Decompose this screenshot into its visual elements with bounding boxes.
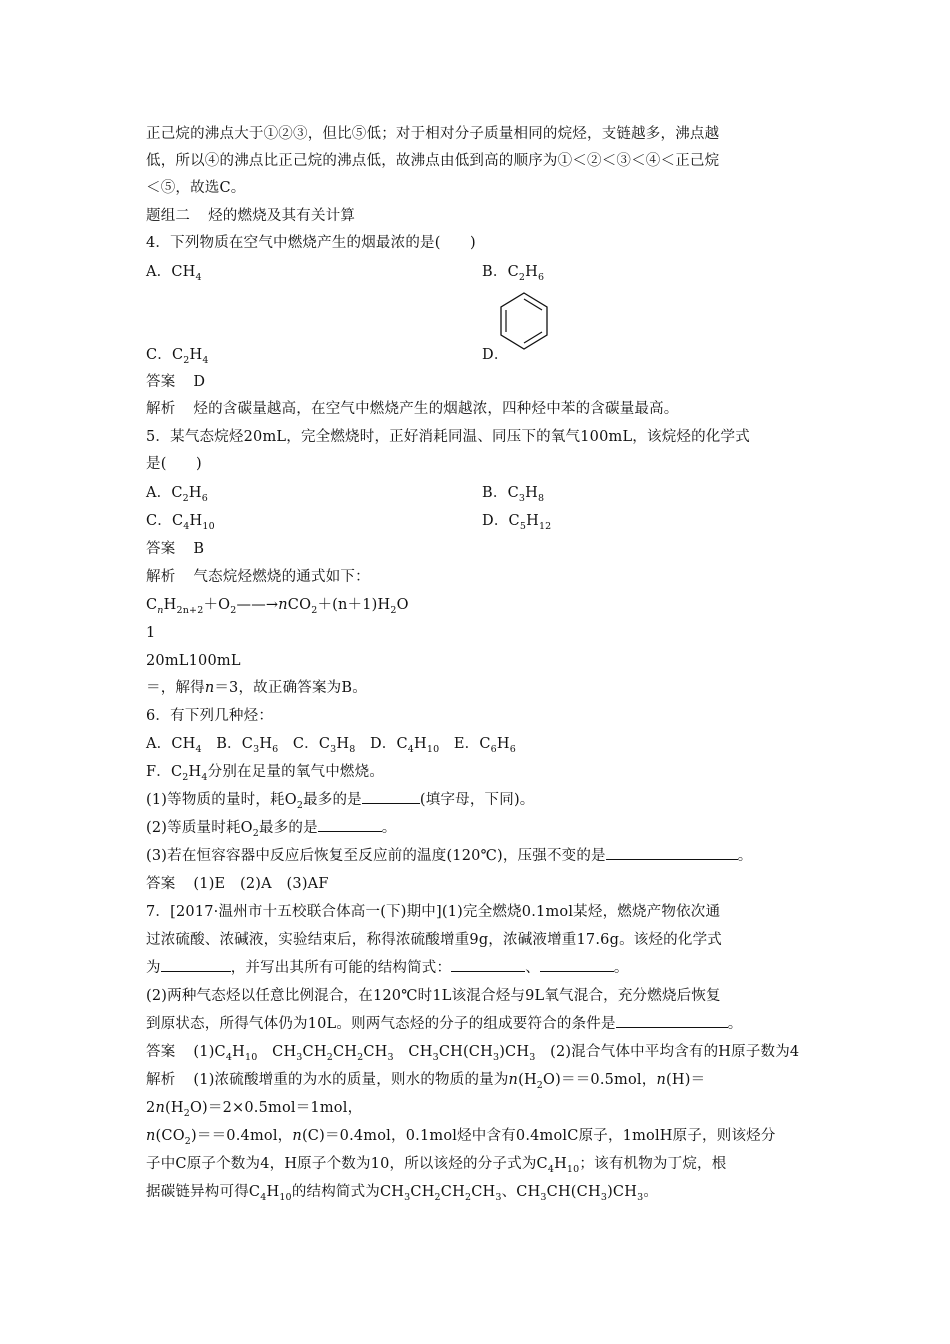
answer-blank[interactable] <box>606 845 738 860</box>
explanation-line: 低，所以④的沸点比正己烷的沸点低，故沸点由低到高的顺序为①＜②＜③＜④＜正己烷 <box>146 153 720 169</box>
option-d: D． <box>482 347 509 363</box>
analysis-line: $n(CO_2)==0.4mol$，n(C)＝0.4mol，0.1mol烃中含有0.4molC原子，1molH原子，则该烃分 <box>146 1128 776 1147</box>
answer-blank[interactable] <box>362 789 420 804</box>
question-stem: 4．下列物质在空气中燃烧产生的烟最浓的是( ) <box>146 235 476 251</box>
option-d: D．$C_5H_{12}$ <box>482 513 552 532</box>
hydrocarbon-list: A．$CH_4$ B．$C_3H_6$ C．$C_3H_8$ D．$C_4H_{10}$ E．$C_6H_6$ <box>146 736 516 755</box>
question-stem: (2)两种气态烃以任意比例混合，在120℃时1L该混合烃与9L氧气混合，充分燃烧后恢复 <box>146 988 721 1004</box>
question-stem: 过浓硫酸、浓碱液，实验结束后，称得浓硫酸增重9g，浓碱液增重17.6g。该烃的化学式 <box>146 932 722 948</box>
hydrocarbon-f: F．$C_2H_4$分别在足量的氧气中燃烧。 <box>146 764 385 783</box>
option-b: B．$C_2H_6$ <box>482 264 545 283</box>
section-heading: 题组二 烃的燃烧及其有关计算 <box>146 208 356 224</box>
calc-line: 20mL100mL <box>146 653 241 669</box>
answer-blank[interactable] <box>616 1013 728 1028</box>
analysis-line: $2n(H_2O)=2\times 0.5mol=1mol$， <box>146 1100 363 1119</box>
combustion-equation: $C_nH_{2n+2}+O_2——\to nCO_2+(n+1)H_2O$ <box>146 597 409 616</box>
analysis-line: 解析 (1)浓硫酸增重的为水的质量，则水的物质的量为$n(H_2O)==0.5mol$，n(H)＝ <box>146 1072 706 1091</box>
analysis-line: 子中C原子个数为4，H原子个数为10，所以该烃的分子式为$C_4H_{10}$；该有机物为丁烷，根 <box>146 1156 727 1175</box>
option-a: A．$CH_4$ <box>146 264 202 283</box>
sub-question-1: (1)等物质的量时，耗$O_2$最多的是 (填字母，下同)。 <box>146 789 535 811</box>
question-stem: 是( ) <box>146 456 202 472</box>
option-c: C．$C_2H_4$ <box>146 347 209 366</box>
question-stem: 到原状态，所得气体仍为10L。则两气态烃的分子的组成要符合的条件是 。 <box>146 1013 742 1035</box>
answer-blank[interactable] <box>451 957 525 972</box>
calc-line: 1 <box>146 625 156 641</box>
answer-line: 答案 $(1)C_4H_{10}$ $CH_3CH_2CH_2CH_3$ $CH_3CH(CH_3)CH_3$ (2)混合气体中平均含有的H原子数为4 <box>146 1044 800 1063</box>
option-a: A．$C_2H_6$ <box>146 485 209 504</box>
explanation-line: ＜⑤，故选C。 <box>146 180 246 196</box>
answer-blank[interactable] <box>540 957 614 972</box>
answer-line: 答案 B <box>146 541 205 557</box>
question-stem: 6．有下列几种烃： <box>146 708 274 724</box>
calc-line: ＝，解得n＝3，故正确答案为B。 <box>146 680 367 696</box>
question-stem: 7．[2017·温州市十五校联合体高一(下)期中](1)完全燃烧0.1mol某烃，燃烧产物依次通 <box>146 904 721 920</box>
sub-question-2: (2)等质量时耗$O_2$最多的是 。 <box>146 817 397 839</box>
analysis-line: 据碳链异构可得$C_4H_{10}$的结构简式为$CH_3CH_2CH_2CH_3$、$CH_3CH(CH_3)CH_3$。 <box>146 1184 659 1203</box>
sub-question-3: (3)若在恒容容器中反应后恢复至反应前的温度(120℃)，压强不变的是 。 <box>146 845 752 867</box>
analysis-line: 解析 烃的含碳量越高，在空气中燃烧产生的烟越浓，四种烃中苯的含碳量最高。 <box>146 401 679 417</box>
answer-line: 答案 (1)E (2)A (3)AF <box>146 876 329 892</box>
answer-blank[interactable] <box>318 817 382 832</box>
option-c: C．$C_4H_{10}$ <box>146 513 215 532</box>
answer-line: 答案 D <box>146 374 206 390</box>
analysis-line: 解析 气态烷烃燃烧的通式如下： <box>146 569 370 585</box>
question-stem: 5．某气态烷烃20mL，完全燃烧时，正好消耗同温、同压下的氧气100mL，该烷烃的化学式 <box>146 429 750 445</box>
option-b: B．$C_3H_8$ <box>482 485 545 504</box>
explanation-line: 正己烷的沸点大于①②③，但比⑤低；对于相对分子质量相同的烷烃，支链越多，沸点越 <box>146 126 720 142</box>
question-stem: 为 ，并写出其所有可能的结构简式： 、 。 <box>146 957 629 979</box>
answer-blank[interactable] <box>161 957 231 972</box>
